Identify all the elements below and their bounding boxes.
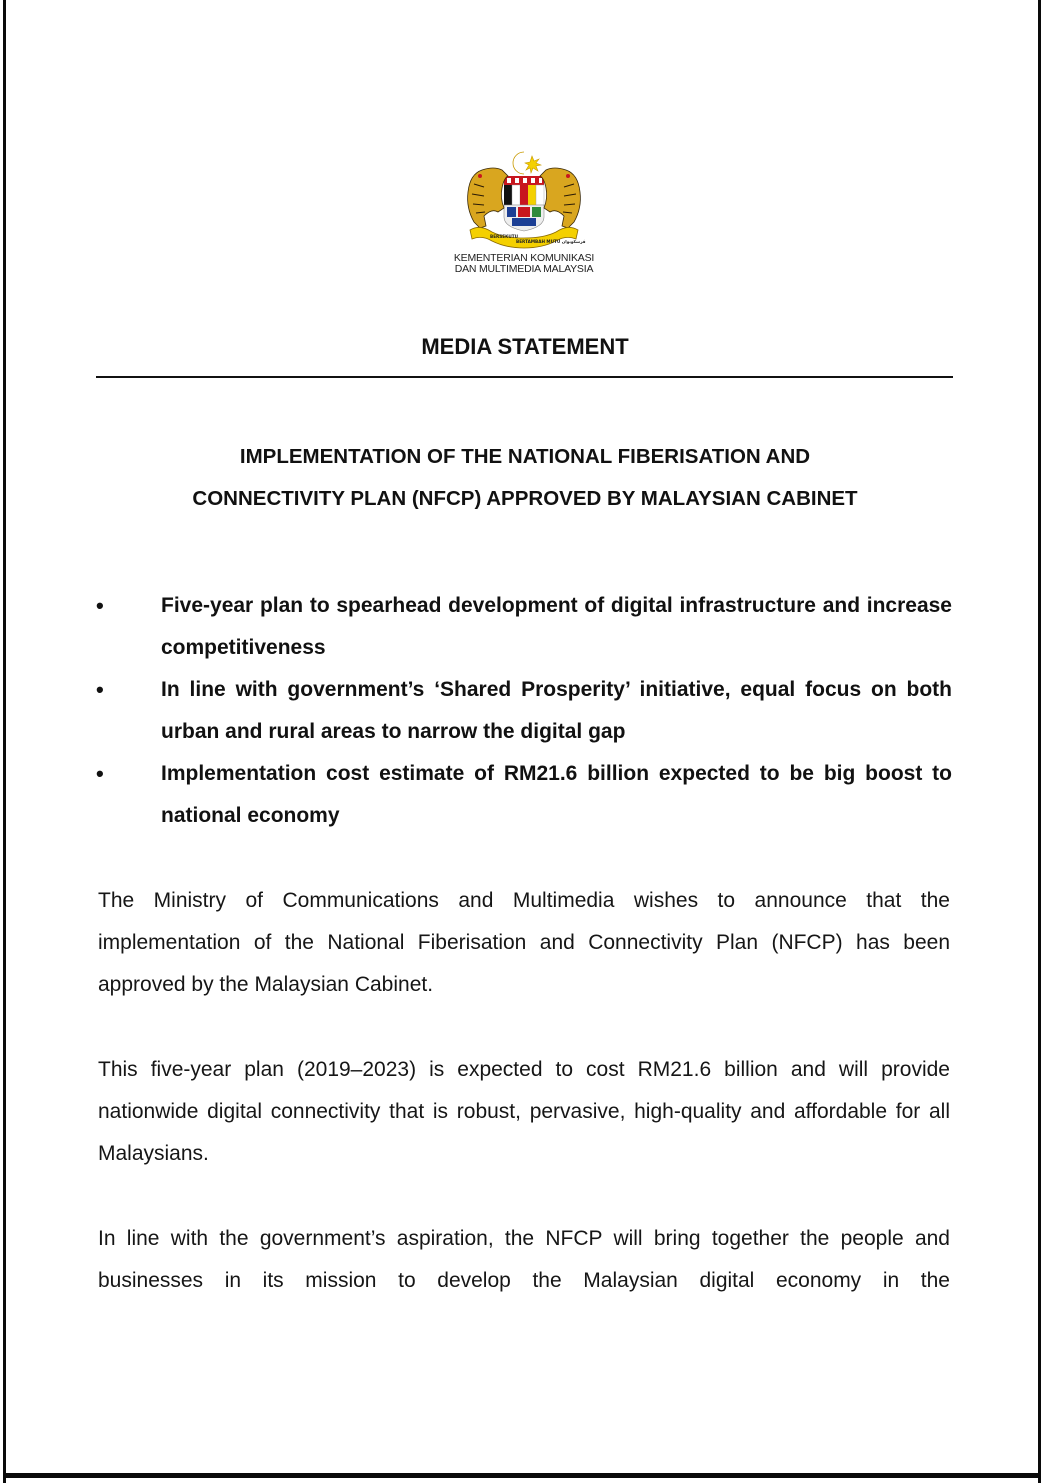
bullet-icon: • (96, 593, 104, 618)
body-paragraph: This five-year plan (2019–2023) is expected to cost RM21.6 billion and will provide nationwide digital connectivity that is robust, pervasive, high-quality and affordable for all Malaysians. (98, 1058, 950, 1165)
page-border-bottom (3, 1473, 1041, 1478)
key-points-list (96, 585, 952, 837)
key-point-text: Implementation cost estimate of RM21.6 billion expected to be big boost to national economy (161, 762, 952, 827)
malaysia-coat-of-arms-logo (452, 150, 596, 250)
document-type-heading: MEDIA STATEMENT (421, 334, 629, 359)
body-paragraph: In line with the government’s aspiration, the NFCP will bring together the people and businesses in its mission to develop the Malaysian digital economy in the (98, 1227, 950, 1292)
headline-line-2: CONNECTIVITY PLAN (NFCP) APPROVED BY MALAYSIAN CABINET (192, 487, 858, 510)
bullet-icon: • (96, 677, 104, 702)
key-point-item (96, 669, 952, 753)
document-headline (60, 436, 990, 520)
key-point-text: In line with government’s ‘Shared Prosperity’ initiative, equal focus on both urban and rural areas to narrow the digital gap (161, 678, 952, 743)
heading-divider (96, 376, 953, 378)
key-point-item (96, 585, 952, 669)
key-point-item (96, 753, 952, 837)
ministry-name (400, 253, 648, 275)
body-paragraph: The Ministry of Communications and Multimedia wishes to announce that the implementation of the National Fiberisation and Connectivity Plan (NFCP) has been approved by the Malaysian Cabinet. (98, 889, 950, 996)
bullet-icon: • (96, 761, 104, 786)
page-border-left (3, 0, 6, 1483)
key-point-text: Five-year plan to spearhead development of digital infrastructure and increase competitiveness (161, 594, 952, 659)
ministry-name-line-2: DAN MULTIMEDIA MALAYSIA (454, 263, 594, 275)
crest-motto-right: BERTAMBAH MUTU ڤرسكوتوان (516, 239, 586, 244)
ministry-name-line-1: KEMENTERIAN KOMUNIKASI (453, 252, 595, 264)
crest-motto-left: BERSEKUTU (490, 234, 518, 239)
headline-line-1: IMPLEMENTATION OF THE NATIONAL FIBERISATION AND (239, 445, 811, 468)
page-border-right (1038, 0, 1041, 1483)
